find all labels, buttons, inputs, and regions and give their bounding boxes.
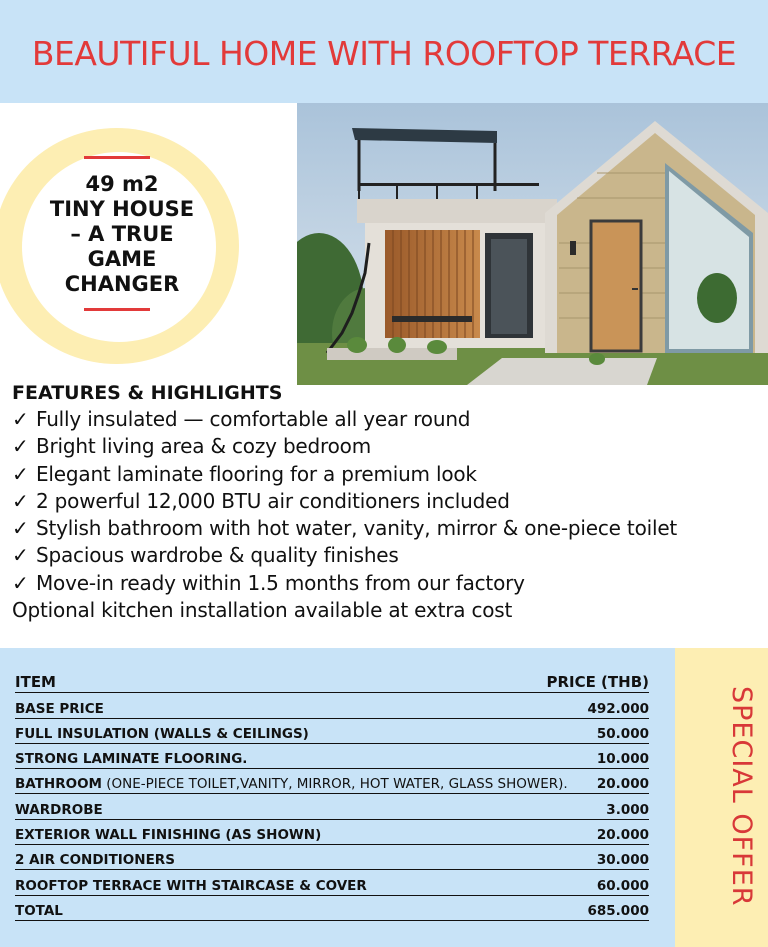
table-row: 2 AIR CONDITIONERS 30.000	[15, 845, 649, 870]
table-total-row	[15, 896, 649, 921]
table-row: ROOFTOP TERRACE WITH STAIRCASE & COVER 60.000	[15, 870, 649, 895]
check-icon: ✓	[12, 570, 29, 595]
title-banner	[0, 0, 768, 103]
page-title: BEAUTIFUL HOME WITH ROOFTOP TERRACE	[31, 34, 737, 73]
special-offer-label: SPECIAL OFFER	[726, 685, 757, 907]
table-row: BASE PRICE 492.000	[15, 693, 649, 718]
feature-item: ✓ Fully insulated — comfortable all year round	[12, 406, 762, 433]
price-table	[15, 668, 649, 921]
feature-item: ✓ Bright living area & cozy bedroom	[12, 433, 762, 460]
check-icon: ✓	[12, 407, 29, 431]
kitchen-note: Optional kitchen installation available at extra cost	[12, 598, 513, 623]
check-icon: ✓	[12, 461, 29, 486]
house-illustration	[297, 103, 768, 385]
badge-line-5: CHANGER	[64, 272, 180, 296]
badge-line-2: TINY HOUSE	[49, 197, 195, 221]
check-icon: ✓	[12, 516, 29, 541]
features-heading: FEATURES & HIGHLIGHTS	[12, 382, 283, 404]
feature-item: ✓ Move-in ready within 1.5 months from our factory	[12, 570, 762, 597]
badge-line-4: GAME	[87, 247, 157, 271]
table-row: BATHROOM (ONE-PIECE TOILET,VANITY, MIRROR, HOT WATER, GLASS SHOWER). 20.000	[15, 769, 649, 794]
header-item: ITEM	[15, 673, 56, 692]
check-icon: ✓	[12, 434, 29, 459]
table-row: STRONG LAMINATE FLOORING. 10.000	[15, 744, 649, 769]
header-price: PRICE (THB)	[546, 673, 649, 692]
house-photo	[297, 103, 768, 385]
check-icon: ✓	[12, 543, 29, 568]
features-section	[12, 380, 762, 624]
check-icon: ✓	[12, 488, 29, 513]
feature-item: ✓ Elegant laminate flooring for a premium look	[12, 461, 762, 488]
table-row: FULL INSULATION (WALLS & CEILINGS) 50.000	[15, 719, 649, 744]
table-row: EXTERIOR WALL FINISHING (AS SHOWN) 20.000	[15, 820, 649, 845]
badge-line-1: 49 m2	[85, 172, 159, 196]
total-price: 685.000	[587, 902, 649, 919]
feature-item: ✓ Spacious wardrobe & quality finishes	[12, 542, 762, 569]
features-list	[12, 406, 762, 597]
table-header	[15, 668, 649, 693]
special-offer-panel	[675, 648, 768, 947]
feature-item: ✓ Stylish bathroom with hot water, vanity, mirror & one-piece toilet	[12, 515, 762, 542]
feature-item: ✓ 2 powerful 12,000 BTU air conditioners included	[12, 488, 762, 515]
table-row: WARDROBE 3.000	[15, 794, 649, 819]
size-badge	[0, 128, 242, 366]
badge-text	[30, 172, 214, 297]
badge-top-rule	[84, 156, 150, 159]
badge-bottom-rule	[84, 308, 150, 311]
badge-line-3: – A TRUE	[70, 222, 174, 246]
total-label: TOTAL	[15, 902, 63, 919]
